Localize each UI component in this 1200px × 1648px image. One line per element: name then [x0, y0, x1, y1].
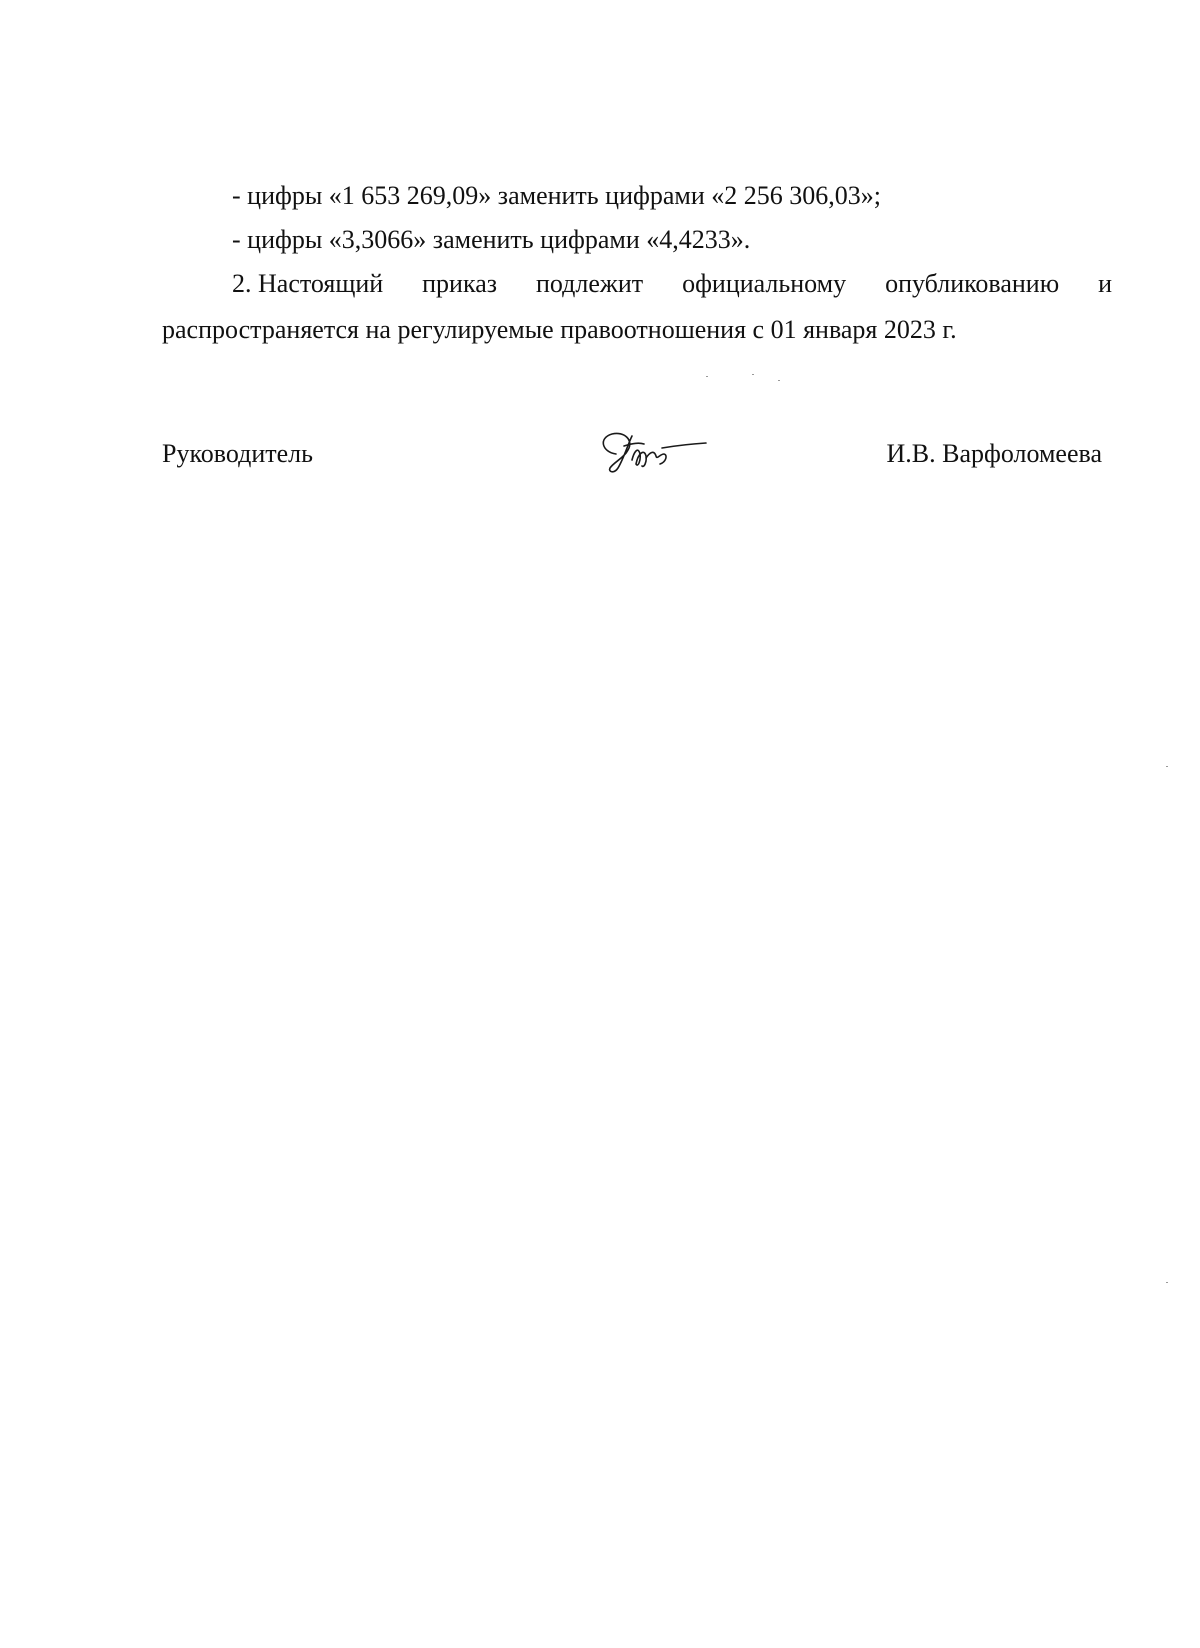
paragraph-2-first-line	[232, 262, 1112, 306]
word: опубликованию	[885, 269, 1060, 298]
scan-speck	[706, 376, 708, 377]
amendment-line-2: - цифры «3,3066» заменить цифрами «4,4233».	[232, 225, 751, 254]
word: приказ	[422, 269, 498, 298]
paragraph-2-second-line: распространяется на регулируемые правоотношения с 01 января 2023 г.	[162, 315, 957, 344]
amendment-line-1: - цифры «1 653 269,09» заменить цифрами «2 256 306,03»;	[232, 181, 881, 210]
signer-name: И.В. Варфоломеева	[886, 439, 1102, 468]
word: и	[1098, 269, 1112, 298]
handwritten-signature-icon	[594, 424, 714, 484]
scan-speck	[1166, 1282, 1168, 1283]
scan-speck	[778, 380, 780, 381]
word: 2. Настоящий	[232, 269, 384, 298]
word: официальному	[682, 269, 847, 298]
scan-speck	[1166, 766, 1168, 767]
word: подлежит	[535, 269, 644, 298]
signer-role: Руководитель	[162, 439, 313, 468]
scan-speck	[752, 374, 754, 375]
